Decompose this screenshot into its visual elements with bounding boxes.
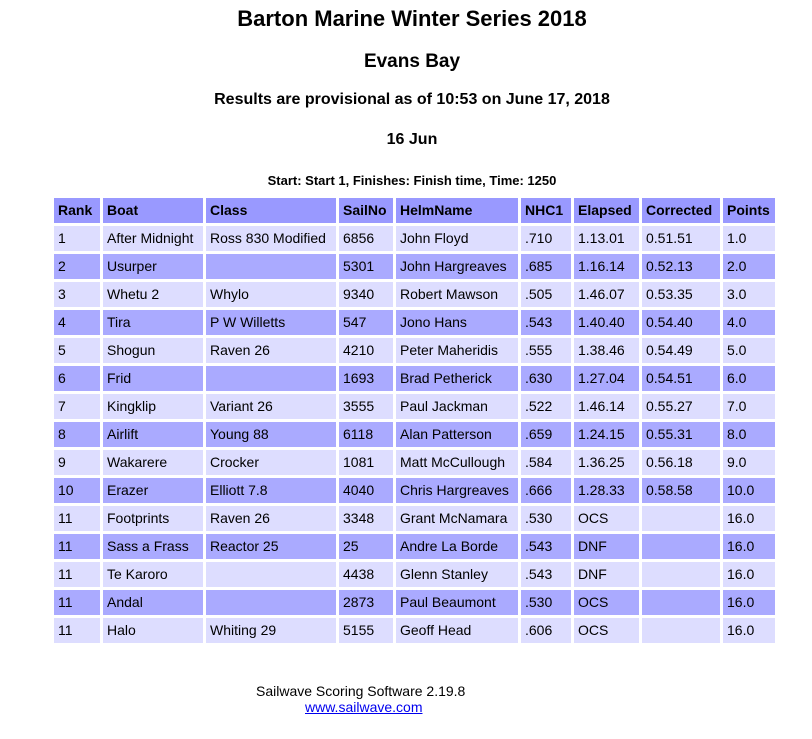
cell-elapsed: 1.24.15 <box>574 422 639 447</box>
cell-class: P W Willetts <box>206 310 336 335</box>
cell-rank: 11 <box>54 590 100 615</box>
cell-nhc1: .584 <box>521 450 571 475</box>
cell-boat: Sass a Frass <box>103 534 203 559</box>
cell-rank: 8 <box>54 422 100 447</box>
cell-class: Whiting 29 <box>206 618 336 643</box>
table-row <box>54 310 775 335</box>
cell-helmname: Chris Hargreaves <box>396 478 518 503</box>
cell-corrected: 0.54.40 <box>642 310 720 335</box>
cell-elapsed: DNF <box>574 534 639 559</box>
cell-sailno: 4438 <box>339 562 393 587</box>
cell-nhc1: .710 <box>521 226 571 251</box>
table-row <box>54 618 775 643</box>
cell-sailno: 3348 <box>339 506 393 531</box>
cell-nhc1: .666 <box>521 478 571 503</box>
cell-rank: 11 <box>54 534 100 559</box>
cell-elapsed: 1.16.14 <box>574 254 639 279</box>
cell-boat: Shogun <box>103 338 203 363</box>
table-row <box>54 450 775 475</box>
cell-class: Elliott 7.8 <box>206 478 336 503</box>
cell-points: 5.0 <box>723 338 775 363</box>
cell-nhc1: .505 <box>521 282 571 307</box>
cell-sailno: 9340 <box>339 282 393 307</box>
cell-sailno: 4210 <box>339 338 393 363</box>
cell-corrected: 0.58.58 <box>642 478 720 503</box>
race-date-heading: 16 Jun <box>386 131 438 148</box>
cell-points: 6.0 <box>723 366 775 391</box>
cell-rank: 11 <box>54 562 100 587</box>
cell-helmname: Glenn Stanley <box>396 562 518 587</box>
cell-nhc1: .543 <box>521 310 571 335</box>
cell-points: 16.0 <box>723 590 775 615</box>
table-row <box>54 590 775 615</box>
cell-rank: 11 <box>54 506 100 531</box>
cell-elapsed: DNF <box>574 562 639 587</box>
cell-rank: 7 <box>54 394 100 419</box>
cell-boat: Wakarere <box>103 450 203 475</box>
table-row <box>54 394 775 419</box>
cell-boat: Airlift <box>103 422 203 447</box>
cell-points: 16.0 <box>723 618 775 643</box>
cell-boat: Usurper <box>103 254 203 279</box>
cell-elapsed: 1.13.01 <box>574 226 639 251</box>
cell-rank: 10 <box>54 478 100 503</box>
cell-corrected: 0.51.51 <box>642 226 720 251</box>
cell-rank: 5 <box>54 338 100 363</box>
cell-nhc1: .606 <box>521 618 571 643</box>
cell-helmname: John Hargreaves <box>396 254 518 279</box>
cell-nhc1: .659 <box>521 422 571 447</box>
cell-sailno: 6118 <box>339 422 393 447</box>
cell-rank: 3 <box>54 282 100 307</box>
cell-elapsed: 1.46.14 <box>574 394 639 419</box>
cell-sailno: 1693 <box>339 366 393 391</box>
cell-points: 16.0 <box>723 506 775 531</box>
cell-corrected: 0.54.51 <box>642 366 720 391</box>
cell-helmname: Robert Mawson <box>396 282 518 307</box>
cell-boat: Te Karoro <box>103 562 203 587</box>
table-row <box>54 534 775 559</box>
cell-elapsed: 1.46.07 <box>574 282 639 307</box>
cell-sailno: 6856 <box>339 226 393 251</box>
cell-corrected: 0.52.13 <box>642 254 720 279</box>
cell-nhc1: .530 <box>521 590 571 615</box>
cell-class <box>206 590 336 615</box>
table-row <box>54 478 775 503</box>
cell-points: 7.0 <box>723 394 775 419</box>
cell-class: Reactor 25 <box>206 534 336 559</box>
cell-sailno: 4040 <box>339 478 393 503</box>
table-row <box>54 366 775 391</box>
cell-class <box>206 366 336 391</box>
cell-class <box>206 562 336 587</box>
cell-helmname: Andre La Borde <box>396 534 518 559</box>
sailwave-link[interactable]: www.sailwave.com <box>305 699 423 715</box>
cell-boat: Frid <box>103 366 203 391</box>
cell-sailno: 25 <box>339 534 393 559</box>
cell-corrected <box>642 618 720 643</box>
cell-sailno: 3555 <box>339 394 393 419</box>
results-header-row <box>54 198 775 223</box>
cell-points: 16.0 <box>723 562 775 587</box>
software-credit: Sailwave Scoring Software 2.19.8 <box>256 683 466 699</box>
cell-class: Crocker <box>206 450 336 475</box>
cell-points: 2.0 <box>723 254 775 279</box>
cell-boat: Andal <box>103 590 203 615</box>
col-header-boat: Boat <box>103 198 203 223</box>
cell-class: Whylo <box>206 282 336 307</box>
cell-rank: 2 <box>54 254 100 279</box>
cell-nhc1: .685 <box>521 254 571 279</box>
col-header-class: Class <box>206 198 336 223</box>
col-header-elapsed: Elapsed <box>574 198 639 223</box>
cell-helmname: Peter Maheridis <box>396 338 518 363</box>
table-row <box>54 562 775 587</box>
cell-corrected: 0.54.49 <box>642 338 720 363</box>
table-row <box>54 226 775 251</box>
cell-sailno: 1081 <box>339 450 393 475</box>
cell-class: Young 88 <box>206 422 336 447</box>
cell-rank: 6 <box>54 366 100 391</box>
cell-elapsed: 1.27.04 <box>574 366 639 391</box>
cell-elapsed: 1.36.25 <box>574 450 639 475</box>
page-title: Barton Marine Winter Series 2018 <box>237 6 587 31</box>
cell-boat: Erazer <box>103 478 203 503</box>
cell-helmname: Grant McNamara <box>396 506 518 531</box>
cell-points: 10.0 <box>723 478 775 503</box>
cell-boat: Footprints <box>103 506 203 531</box>
cell-nhc1: .543 <box>521 534 571 559</box>
col-header-helmname: HelmName <box>396 198 518 223</box>
cell-helmname: Geoff Head <box>396 618 518 643</box>
cell-boat: Tira <box>103 310 203 335</box>
cell-helmname: Brad Petherick <box>396 366 518 391</box>
cell-rank: 9 <box>54 450 100 475</box>
provisional-notice: Results are provisional as of 10:53 on June 17, 2018 <box>214 91 610 108</box>
cell-points: 9.0 <box>723 450 775 475</box>
cell-rank: 4 <box>54 310 100 335</box>
cell-sailno: 5301 <box>339 254 393 279</box>
cell-elapsed: 1.40.40 <box>574 310 639 335</box>
cell-class: Ross 830 Modified <box>206 226 336 251</box>
cell-helmname: Matt McCullough <box>396 450 518 475</box>
cell-boat: Kingklip <box>103 394 203 419</box>
cell-corrected: 0.53.35 <box>642 282 720 307</box>
results-body <box>54 226 775 643</box>
cell-nhc1: .530 <box>521 506 571 531</box>
start-info: Start: Start 1, Finishes: Finish time, Time: 1250 <box>267 173 557 188</box>
cell-class: Raven 26 <box>206 338 336 363</box>
cell-corrected: 0.55.31 <box>642 422 720 447</box>
table-row <box>54 282 775 307</box>
cell-nhc1: .555 <box>521 338 571 363</box>
cell-nhc1: .630 <box>521 366 571 391</box>
cell-elapsed: OCS <box>574 618 639 643</box>
cell-class: Variant 26 <box>206 394 336 419</box>
col-header-nhc1: NHC1 <box>521 198 571 223</box>
col-header-sailno: SailNo <box>339 198 393 223</box>
cell-points: 16.0 <box>723 534 775 559</box>
cell-nhc1: .543 <box>521 562 571 587</box>
cell-helmname: John Floyd <box>396 226 518 251</box>
cell-corrected: 0.55.27 <box>642 394 720 419</box>
cell-sailno: 5155 <box>339 618 393 643</box>
results-table <box>51 195 778 646</box>
cell-helmname: Paul Jackman <box>396 394 518 419</box>
cell-rank: 11 <box>54 618 100 643</box>
venue-heading: Evans Bay <box>363 51 461 72</box>
cell-nhc1: .522 <box>521 394 571 419</box>
cell-elapsed: OCS <box>574 590 639 615</box>
cell-corrected: 0.56.18 <box>642 450 720 475</box>
cell-points: 4.0 <box>723 310 775 335</box>
col-header-points: Points <box>723 198 775 223</box>
col-header-corrected: Corrected <box>642 198 720 223</box>
cell-points: 3.0 <box>723 282 775 307</box>
table-row <box>54 506 775 531</box>
cell-class: Raven 26 <box>206 506 336 531</box>
cell-points: 1.0 <box>723 226 775 251</box>
table-row <box>54 422 775 447</box>
cell-sailno: 547 <box>339 310 393 335</box>
cell-corrected <box>642 562 720 587</box>
cell-elapsed: 1.38.46 <box>574 338 639 363</box>
cell-class <box>206 254 336 279</box>
table-row <box>54 338 775 363</box>
cell-corrected <box>642 506 720 531</box>
cell-elapsed: OCS <box>574 506 639 531</box>
cell-points: 8.0 <box>723 422 775 447</box>
cell-boat: Halo <box>103 618 203 643</box>
cell-elapsed: 1.28.33 <box>574 478 639 503</box>
cell-helmname: Jono Hans <box>396 310 518 335</box>
cell-boat: Whetu 2 <box>103 282 203 307</box>
cell-corrected <box>642 534 720 559</box>
cell-helmname: Paul Beaumont <box>396 590 518 615</box>
cell-sailno: 2873 <box>339 590 393 615</box>
cell-boat: After Midnight <box>103 226 203 251</box>
cell-corrected <box>642 590 720 615</box>
cell-rank: 1 <box>54 226 100 251</box>
table-row <box>54 254 775 279</box>
col-header-rank: Rank <box>54 198 100 223</box>
cell-helmname: Alan Patterson <box>396 422 518 447</box>
